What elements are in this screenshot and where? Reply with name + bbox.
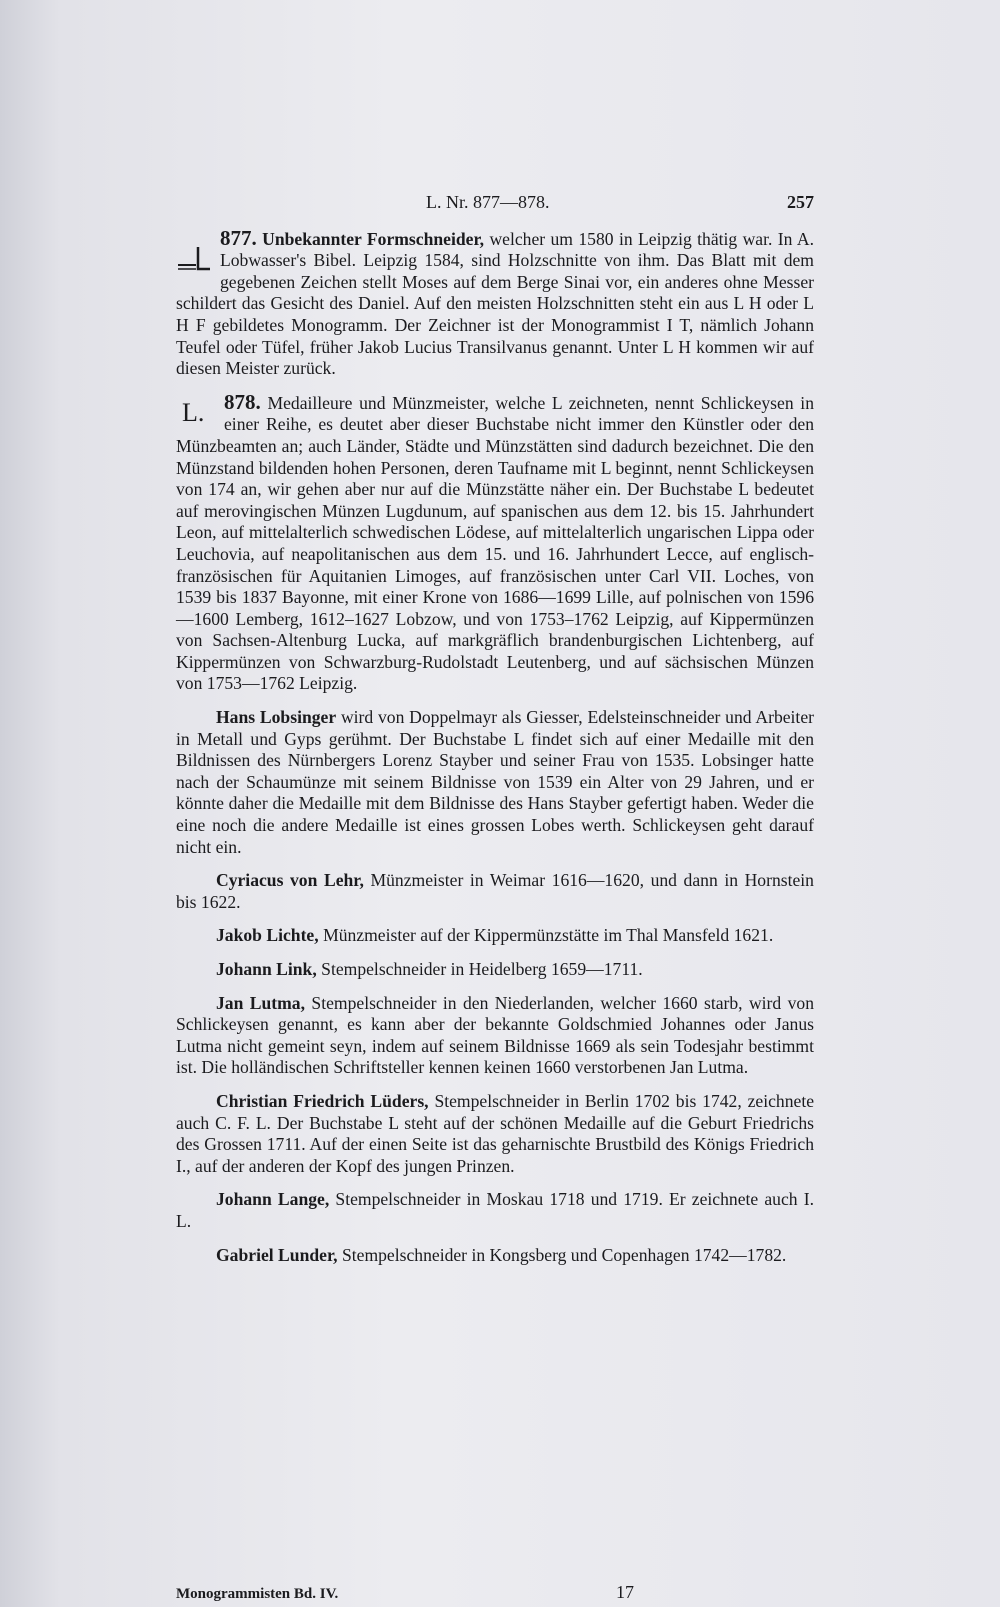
- artist-entries: [176, 707, 814, 1266]
- artist-name: Jan Lutma,: [216, 992, 306, 1013]
- artist-text: Münzmeister auf der Kippermünzstätte im Thal Mansfeld 1621.: [323, 925, 774, 946]
- artist-entry: [176, 993, 814, 1079]
- entry-number: 877.: [220, 225, 257, 250]
- running-header: [176, 192, 814, 214]
- artist-name: Gabriel Lunder,: [216, 1244, 338, 1265]
- artist-text: Stempelschneider in Kongsberg und Copenhagen 1742—1782.: [341, 1244, 787, 1265]
- artist-text: Stempelschneider in Moskau 1718 und 1719. Er zeichnete auch I. L.: [176, 1189, 814, 1231]
- page-footer: [176, 1582, 814, 1603]
- artist-text: Stempelschneider in den Niederlanden, welcher 1660 starb, wird von Schlickeysen genannt, es kann aber der bekannte Goldschmied Johannes oder Janus Lutma nicht gemeint seyn, indem auf seinem Bildnisse 1669 als sein Todesjahr bestimmt ist. Die holländischen Schriftsteller kennen keinen 1660 verstorbenen Jan Lutma.: [176, 992, 814, 1078]
- big-letter: L.: [182, 397, 205, 427]
- artist-entry: [176, 1189, 814, 1232]
- monogram-icon: [176, 231, 212, 285]
- artist-name: Christian Friedrich Lüders,: [216, 1090, 429, 1111]
- artist-entry: [176, 959, 814, 981]
- page-number: 257: [787, 192, 814, 212]
- entry-number: 878.: [224, 389, 261, 414]
- entry-text: Medailleure und Münzmeister, welche L zeichneten, nennt Schlickeysen in einer Reihe, es deutet aber dieser Buchstabe nicht immer den Künstler oder den Münzbeamten an; auch Länder, Städte und Münzstätten sind dadurch bezeichnet. Die den Münzstand bildenden hohen Personen, deren Taufname mit L beginnt, nennt Schlickeysen von 174 an, wir gehen aber nur auf die Münzstätte näher ein. Der Buchstabe L bedeutet auf merovingischen Münzen Lugdunum, auf spanischen aus dem 12. bis 15. Jahrhundert Leon, auf mittelalterlich schwedischen Lödese, auf mittelalterlich ungarischen Lippa oder Leuchovia, auf neapolitanischen aus dem 15. und 16. Jahrhundert Lecce, auf englisch-französischen für Aquitanien Limoges, auf französischen unter Carl VII. Loches, von 1539 bis 1837 Bayonne, mit einer Krone von 1686—1699 Lille, auf polnischen von 1596—1600 Lemberg, 1612–1627 Lobzow, und von 1753–1762 Leipzig, auf Kippermünzen von Sachsen-Altenburg Lucka, auf markgräflich brandenburgischen Lichtenberg, auf Kippermünzen von Schwarzburg-Rudolstadt Leutenberg, und auf sächsischen Münzen von 1753—1762 Leipzig.: [176, 392, 814, 694]
- artist-text: Münzmeister in Weimar 1616—1620, und dann in Hornstein bis 1622.: [176, 870, 814, 912]
- artist-entry: [176, 1091, 814, 1177]
- entry-text: welcher um 1580 in Leipzig thätig war. In A. Lobwasser's Bibel. Leipzig 1584, sind Holzschnitte von ihm. Das Blatt mit dem gegebenen Zeichen stellt Moses auf dem Berge Sinai vor, ein anderes ohne Messer schildert das Gesicht des Daniel. Auf den meisten Holzschnitten steht ein aus L H oder L H F gebildetes Monogramm. Der Zeichner ist der Monogrammist I T, nämlich Johann Teufel oder Tüfel, früher Jakob Lucius Transilvanus genannt. Unter L H kommen wir auf diesen Meister zurück.: [176, 228, 814, 379]
- artist-text: Stempelschneider in Heidelberg 1659—1711.: [321, 959, 643, 979]
- signature-mark: Monogrammisten Bd. IV.: [176, 1586, 339, 1602]
- artist-name: Johann Link,: [216, 959, 317, 979]
- artist-entry: [176, 870, 814, 913]
- section-heading: L. Nr. 877—878.: [426, 192, 550, 212]
- entry-name: Unbekannter Formschneider,: [262, 228, 485, 249]
- sheet-number: 17: [616, 1582, 634, 1602]
- artist-name: Jakob Lichte,: [216, 925, 319, 946]
- entry-877: [176, 225, 814, 380]
- artist-name: Hans Lobsinger: [216, 707, 337, 728]
- artist-entry: [176, 707, 814, 858]
- artist-entry: [176, 1245, 814, 1267]
- artist-entry: [176, 925, 814, 947]
- entry-878: [176, 389, 814, 695]
- artist-text: wird von Doppelmayr als Giesser, Edelsteinschneider und Arbeiter in Metall und Gyps gerühmt. Der Buchstabe L findet sich auf einer Medaille mit den Bildnissen des Nürnbergers Lorenz Stayber und seiner Frau von 1535. Lobsinger hatte nach der Schaumünze mit seinem Bildnisse von 1539 ein Alter von 29 Jahren, und er könnte daher die Medaille mit dem Bildnisse des Hans Stayber gefertigt haben. Weder die eine noch die andere Medaille ist eines grossen Lobes werth. Schlickeysen geht darauf nicht ein.: [176, 707, 814, 857]
- artist-text: Stempelschneider in Berlin 1702 bis 1742, zeichnete auch C. F. L. Der Buchstabe L steht auf der schönen Medaille auf die Geburt Friedrichs des Grossen 1711. Auf der einen Seite ist das geharnischte Brustbild des Königs Friedrich I., auf der anderen der Kopf des jungen Prinzen.: [176, 1090, 815, 1176]
- artist-name: Johann Lange,: [216, 1189, 330, 1210]
- text-column: [176, 192, 814, 1266]
- artist-name: Cyriacus von Lehr,: [216, 870, 364, 891]
